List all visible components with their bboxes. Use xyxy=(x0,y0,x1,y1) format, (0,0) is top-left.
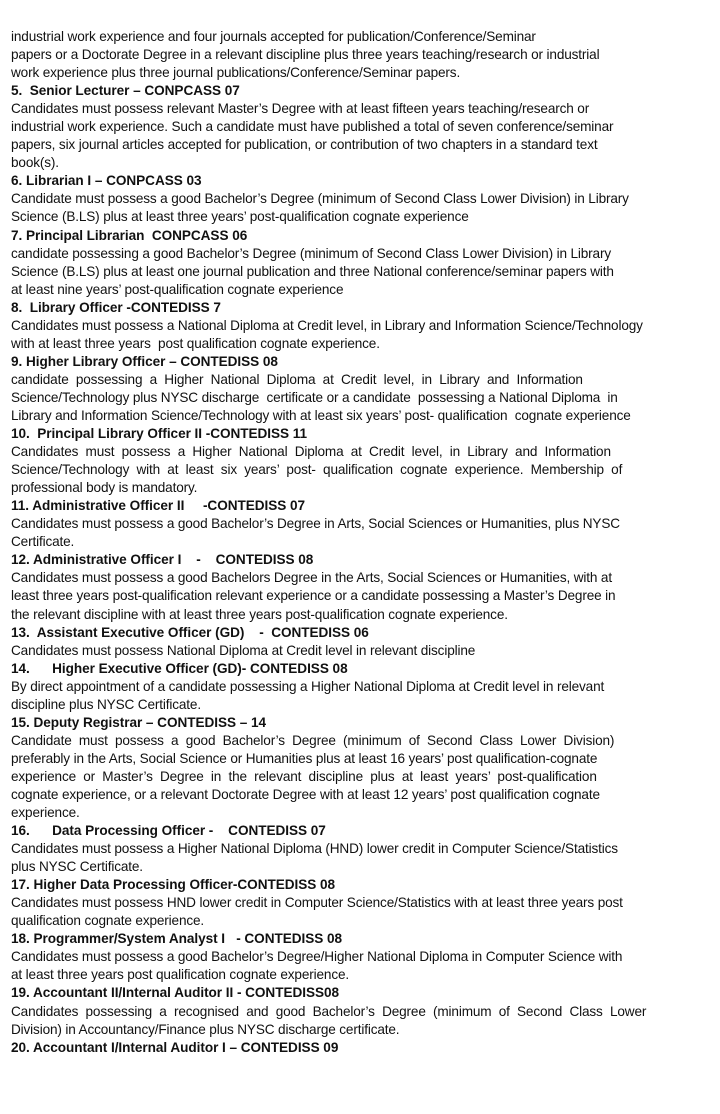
body-text-line: industrial work experience and four journals accepted for publication/Conference/Seminar xyxy=(11,29,536,44)
section-heading: 17. Higher Data Processing Officer-CONTEDISS 08 xyxy=(11,877,336,893)
section-heading: 16. Data Processing Officer - CONTEDISS 07 xyxy=(11,823,326,839)
body-text-line: with at least three years post qualification cognate experience. xyxy=(11,335,380,351)
section-heading: 8. Library Officer -CONTEDISS 7 xyxy=(11,299,221,315)
body-text-line: discipline plus NYSC Certificate. xyxy=(11,696,201,712)
body-text-line: Candidates must possess relevant Master’s Degree with at least fifteen years teaching/research or xyxy=(11,101,590,117)
section-heading: 12. Administrative Officer I - CONTEDISS 08 xyxy=(11,552,314,568)
section-heading: 9. Higher Library Officer – CONTEDISS 08 xyxy=(11,353,278,369)
section-heading: 20. Accountant I/Internal Auditor I – CONTEDISS 09 xyxy=(11,1039,339,1055)
body-text-line: Candidates must possess a good Bachelors Degree in the Arts, Social Sciences or Humanities, with at xyxy=(11,570,612,586)
body-text-line: Candidate must possess a good Bachelor’s Degree (minimum of Second Class Lower Division) xyxy=(11,732,615,748)
body-text-line: candidate possessing a good Bachelor’s Degree (minimum of Second Class Lower Division) in Library xyxy=(11,245,611,261)
body-text-line: By direct appointment of a candidate possessing a Higher National Diploma at Credit level in relevant xyxy=(11,678,605,694)
body-text-line: the relevant discipline with at least three years post-qualification cognate experience. xyxy=(11,606,508,622)
section-heading: 18. Programmer/System Analyst I - CONTEDISS 08 xyxy=(11,931,343,947)
section-heading: 19. Accountant II/Internal Auditor II - CONTEDISS08 xyxy=(11,985,340,1001)
section-heading: 13. Assistant Executive Officer (GD) - CONTEDISS 06 xyxy=(11,624,369,640)
section-heading: 10. Principal Library Officer II -CONTEDISS 11 xyxy=(11,426,308,442)
body-text-line: papers, six journal articles accepted for publication, or contribution of two chapters in a standard text xyxy=(11,137,598,153)
body-text-line: Candidates must possess a good Bachelor’s Degree in Arts, Social Sciences or Humanities, plus NYSC xyxy=(11,516,620,532)
body-text-line: at least nine years’ post-qualification cognate experience xyxy=(11,281,344,297)
body-text-line: Science/Technology with at least six years’ post- qualification cognate experience. Membership of xyxy=(11,462,623,478)
section-heading: 7. Principal Librarian CONPCASS 06 xyxy=(11,227,248,243)
body-text-line: Candidates must possess HND lower credit in Computer Science/Statistics with at least three years post xyxy=(11,895,623,911)
body-text-line: Science/Technology plus NYSC discharge certificate or a candidate possessing a National Diploma in xyxy=(11,389,618,405)
body-text-line: Science (B.LS) plus at least one journal publication and three National conference/seminar papers with xyxy=(11,263,614,279)
section-heading: 14. Higher Executive Officer (GD)- CONTEDISS 08 xyxy=(11,660,348,676)
body-text-line: book(s). xyxy=(11,155,59,171)
body-text-line: Candidates must possess a Higher National Diploma (HND) lower credit in Computer Science/Statistics xyxy=(11,841,618,857)
body-text-line: least three years post-qualification relevant experience or a candidate possessing a Master’s Degree in xyxy=(11,588,616,604)
body-text-line: cognate experience, or a relevant Doctorate Degree with at least 12 years’ post qualification cognate xyxy=(11,786,600,802)
section-heading: 11. Administrative Officer II -CONTEDISS 07 xyxy=(11,498,306,514)
body-text-line: Candidate must possess a good Bachelor’s Degree (minimum of Second Class Lower Division) in Library xyxy=(11,191,629,207)
body-text-line: Library and Information Science/Technology with at least six years’ post- qualification cognate experience xyxy=(11,407,631,423)
body-text-line: experience. xyxy=(11,805,80,821)
body-text-line: Candidates must possess a National Diploma at Credit level, in Library and Information Science/Technology xyxy=(11,317,643,333)
body-text-line: candidate possessing a Higher National Diploma at Credit level, in Library and Information xyxy=(11,371,583,387)
body-text-line: at least three years post qualification cognate experience. xyxy=(11,967,350,983)
body-text-line: industrial work experience. Such a candidate must have published a total of seven conference/seminar xyxy=(11,119,614,135)
body-text-line: Candidates must possess a good Bachelor’s Degree/Higher National Diploma in Computer Science with xyxy=(11,949,623,965)
body-text-line: work experience plus three journal publications/Conference/Seminar papers. xyxy=(11,65,461,81)
text-column xyxy=(11,28,711,1057)
body-text-line: preferably in the Arts, Social Science or Humanities plus at least 16 years’ post qualification-cognate xyxy=(11,750,598,766)
body-text-line: Candidates must possess National Diploma at Credit level in relevant discipline xyxy=(11,642,476,658)
body-text-line: Candidates possessing a recognised and good Bachelor’s Degree (minimum of Second Class Lower xyxy=(11,1003,647,1019)
body-text-line: qualification cognate experience. xyxy=(11,913,205,929)
section-heading: 6. Librarian I – CONPCASS 03 xyxy=(11,173,202,189)
body-text-line: plus NYSC Certificate. xyxy=(11,859,143,875)
body-text-line: Candidates must possess a Higher National Diploma at Credit level, in Library and Information xyxy=(11,444,611,460)
body-text-line: Science (B.LS) plus at least three years’ post-qualification cognate experience xyxy=(11,209,469,225)
section-heading: 15. Deputy Registrar – CONTEDISS – 14 xyxy=(11,714,267,730)
body-text-line: experience or Master’s Degree in the relevant discipline plus at least years’ post-qualification xyxy=(11,768,597,784)
section-heading: 5. Senior Lecturer – CONPCASS 07 xyxy=(11,83,240,99)
body-text-line: Division) in Accountancy/Finance plus NYSC discharge certificate. xyxy=(11,1021,400,1037)
body-text-line: papers or a Doctorate Degree in a relevant discipline plus three years teaching/research or industrial xyxy=(11,47,600,63)
body-text-line: professional body is mandatory. xyxy=(11,480,198,496)
body-text-line: Certificate. xyxy=(11,534,75,550)
